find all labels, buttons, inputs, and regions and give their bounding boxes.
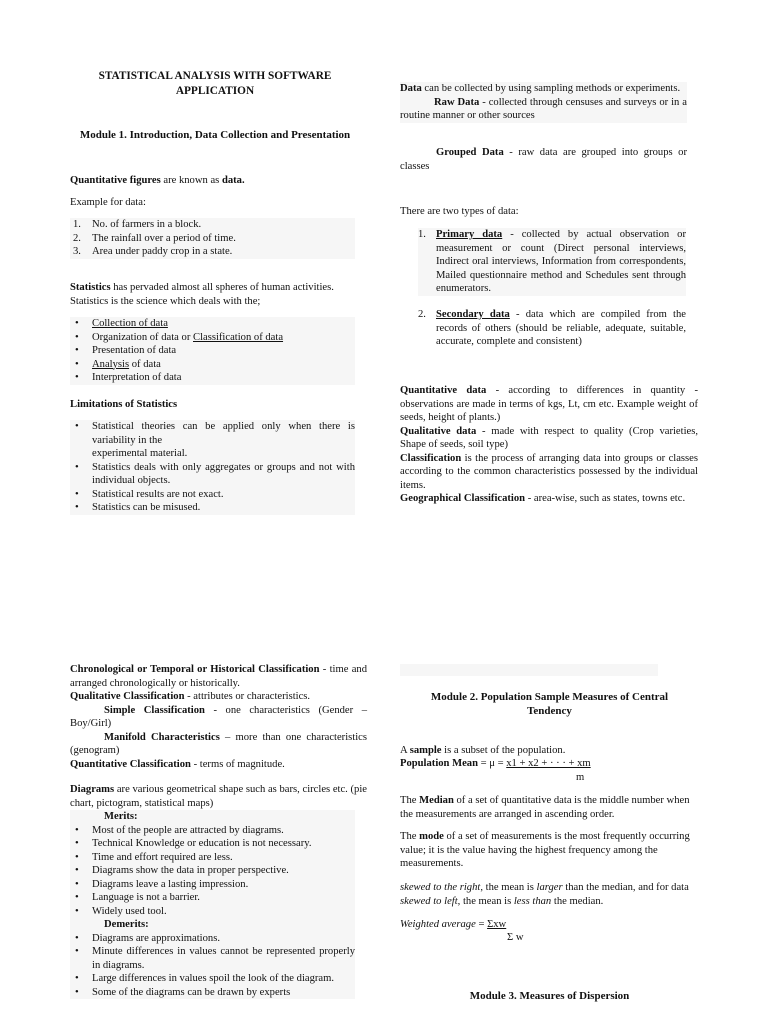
list-item: • Some of the diagrams can be drawn by experts (70, 986, 355, 1000)
raw-data-text: Raw Data - collected through censuses and surveys or in a routine manner or other sources (400, 96, 687, 121)
list-item: • Large differences in values spoil the look of the diagram. (70, 972, 355, 986)
list-item: • Diagrams leave a lasting impression. (70, 878, 355, 892)
types-intro: There are two types of data: (400, 206, 519, 217)
quantitative-data-text: Quantitative data - according to differences in quantity - observations are made in terms of kgs, Lt, cm etc. Example weight of seeds, height of plants.) (400, 385, 699, 423)
skew-text: skewed to the right, the mean is larger than the median, and for data skewed to left, the mean is less than the median. (400, 882, 689, 907)
data-collection-block (400, 82, 687, 123)
list-item: • Statistics can be misused. (70, 501, 355, 515)
list-item: • Statistical theories can be applied only when there is variability in the experimental material. (70, 420, 355, 461)
weighted-average-denominator: Σ w (507, 932, 524, 943)
merits-list (70, 824, 355, 919)
simple-classification-text: Simple Classification - one characteristics (Gender – Boy/Girl) (70, 704, 367, 729)
list-item: • Language is not a barrier. (70, 891, 355, 905)
limitations-heading: Limitations of Statistics (70, 399, 178, 410)
population-mean-denominator: m (576, 772, 585, 783)
primary-data-item: 1. Primary data - collected by actual observation or measurement or count (Direct personal interviews, Indirect oral interviews, Information from correspondents, Mailed questionnaire method and Schedules sent through enumerators. (418, 229, 686, 294)
header-shade (400, 664, 658, 676)
mode-definition: The mode of a set of measurements is the most frequently occurring value; it is the value having the highest frequency among the measurements. (400, 831, 690, 869)
list-item: • Time and effort required are less. (70, 851, 355, 865)
qualitative-data-text: Qualitative data - made with respect to quality (Crop varieties, Shape of seeds, soil type) (400, 425, 698, 450)
quantitative-classification-text: Quantitative Classification - terms of magnitude. (70, 758, 285, 770)
module2-heading: Module 2. Population Sample Measures of Central Tendency (430, 691, 669, 717)
list-item: • Statistics deals with only aggregates or groups and not with individual objects. (70, 461, 355, 488)
list-item: 1. No. of farmers in a block. (73, 219, 202, 230)
statistics-functions-list (70, 317, 355, 385)
example-label: Example for data: (70, 197, 146, 208)
qualitative-classification-text: Qualitative Classification - attributes or characteristics. (70, 691, 311, 702)
list-item: 2. The rainfall over a period of time. (73, 232, 236, 244)
secondary-data-item: 2. Secondary data - data which are compiled from the records of others (should be reliable, adequate, suitable, accurate, complete and consistent) (418, 309, 686, 347)
list-item: • Most of the people are attracted by diagrams. (70, 824, 355, 838)
merits-label: Merits: (104, 811, 138, 822)
diagrams-block (70, 783, 367, 810)
classification-types-block (70, 663, 367, 771)
examples-list (70, 218, 355, 259)
list-item: • Analysis of data (70, 358, 355, 372)
module1-heading: Module 1. Introduction, Data Collection and Presentation (79, 129, 351, 141)
list-item: 3. Area under paddy crop in a state. (73, 246, 233, 257)
data-kinds-block (400, 384, 698, 506)
manifold-characteristics-text: Manifold Characteristics – more than one characteristics (genogram) (70, 731, 367, 756)
document-title: STATISTICAL ANALYSIS WITH SOFTWARE APPLICATION (98, 70, 332, 97)
list-item: • Statistical results are not exact. (70, 488, 355, 502)
chronological-classification-text: Chronological or Temporal or Historical Classification - time and arranged chronologically or historically. (70, 664, 367, 689)
grouped-data-text: Grouped Data - raw data are grouped into groups or classes (400, 147, 687, 172)
list-item: • Collection of data (70, 317, 355, 331)
list-item: • Organization of data or Classification of data (70, 331, 355, 345)
list-item: • Interpretation of data (70, 371, 355, 385)
quantitative-figures-line: Quantitative figures are known as data. (70, 175, 245, 186)
list-item: • Diagrams show the data in proper perspective. (70, 864, 355, 878)
demerits-label: Demerits: (104, 919, 149, 930)
median-definition: The Median of a set of quantitative data is the middle number when the measurements are arranged in ascending order. (400, 795, 690, 820)
list-item: • Widely used tool. (70, 905, 355, 919)
geographical-classification-text: Geographical Classification - area-wise, such as states, towns etc. (400, 493, 686, 504)
weighted-average: Weighted average = Σxw (400, 919, 507, 930)
statistics-intro: Statistics has pervaded almost all spheres of human activities. Statistics is the science which deals with the; (70, 282, 334, 307)
module3-heading: Module 3. Measures of Dispersion (469, 990, 630, 1002)
list-item: • Diagrams are approximations. (70, 932, 355, 946)
sample-definition: A sample is a subset of the population. (400, 745, 566, 756)
classification-text: Classification is the process of arranging data into groups or classes according to the common characteristics possessed by the individual items. (400, 452, 698, 491)
merits-demerits-block (70, 810, 355, 999)
population-mean: Population Mean = μ = x1 + x2 + · · · + xm (400, 758, 591, 769)
demerits-list (70, 932, 355, 1000)
list-item: • Technical Knowledge or education is not necessary. (70, 837, 355, 851)
list-item: • Presentation of data (70, 344, 355, 358)
list-item: • Minute differences in values cannot be represented properly in diagrams. (70, 945, 355, 972)
diagrams-text: Diagrams are various geometrical shape such as bars, circles etc. (pie chart, pictogram, statistical maps) (70, 784, 367, 809)
data-collection-text: Data can be collected by using sampling methods or experiments. (400, 83, 681, 94)
limitations-list (70, 420, 355, 515)
